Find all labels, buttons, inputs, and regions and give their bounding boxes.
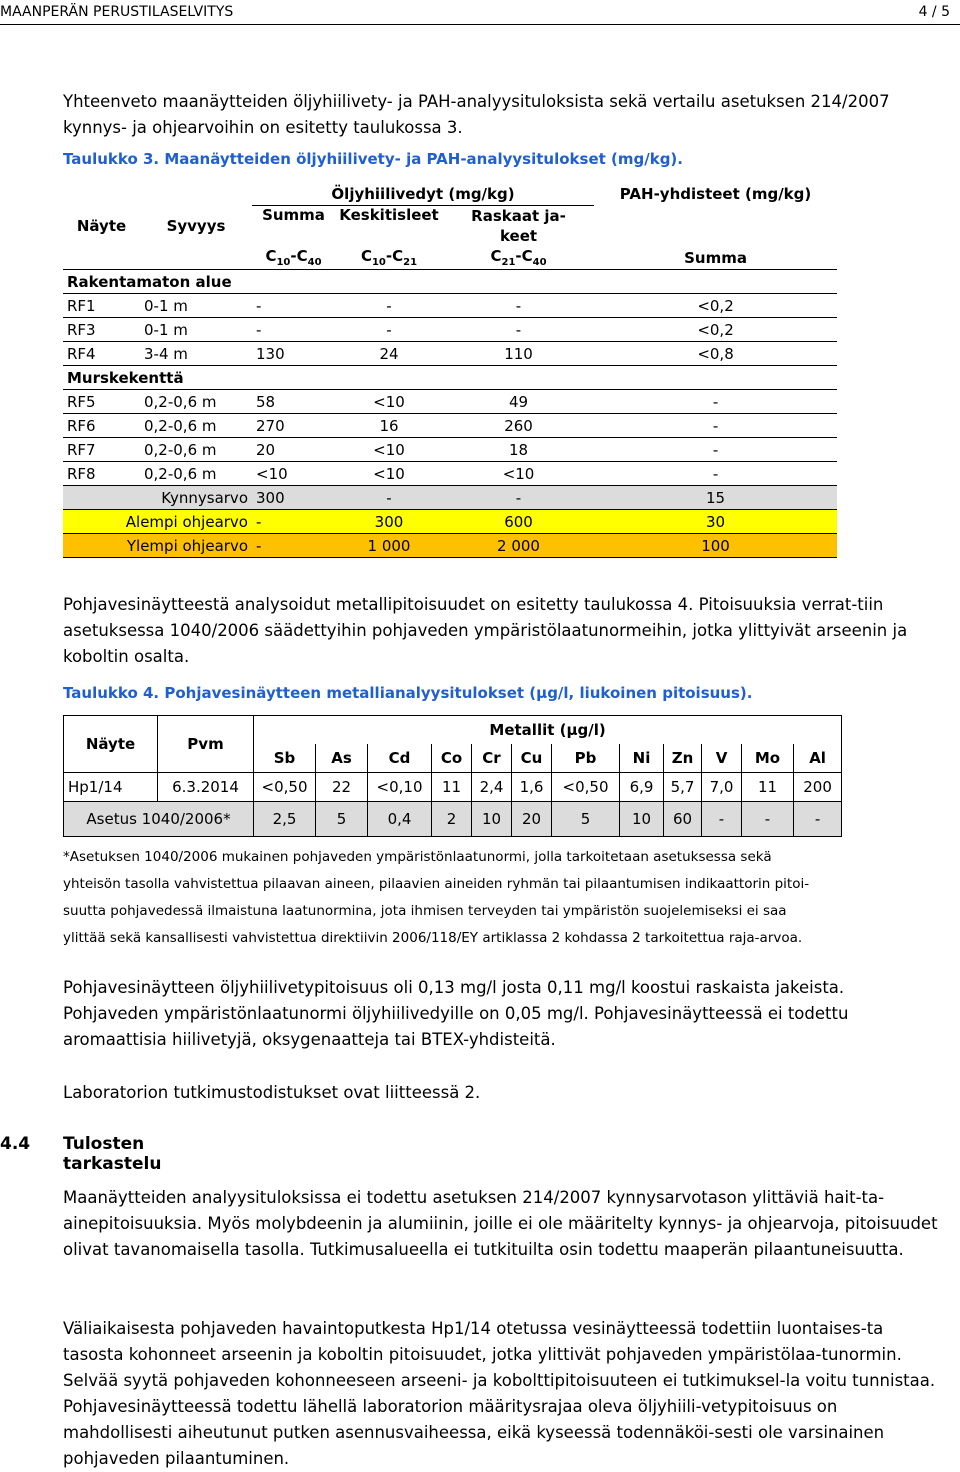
lab-paragraph: Laboratorion tutkimustodistukset ovat liitteessä 2. (63, 1083, 481, 1102)
group-crush-field: Murskekenttä (63, 366, 837, 390)
table-row: RF8 0,2-0,6 m <10 <10 <10 - (63, 462, 837, 486)
table-row: RF5 0,2-0,6 m 58 <10 49 - (63, 390, 837, 414)
t4-col-sample: Näyte (64, 716, 158, 773)
metals-paragraph: Pohjavesinäytteestä analysoidut metallipitoisuudet on esitetty taulukossa 4. Pitoisuuksia verrat-tiin asetuksessa 1040/2006 säädettyihin pohjaveden ympäristölaatunormeihin, jotka ylittyivät arseenin ja koboltin osalta. (63, 595, 908, 666)
range-heavy: $C_{21}-C_{40}$ (443, 246, 594, 270)
section-number: 4.4 (0, 1134, 31, 1154)
metals-row: Sb As Cd Co Cr Cu Pb Ni Zn V Mo Al (64, 744, 842, 773)
section-title: Tulosten tarkastelu (63, 1134, 162, 1174)
table-row: RF6 0,2-0,6 m 270 16 260 - (63, 414, 837, 438)
footnote: *Asetuksen 1040/2006 mukainen pohjaveden ympäristönlaatunormi, jolla tarkoitetaan asetuksessa sekä yhteisön tasolla vahvistettua pilaavan aineen, pilaavien aineiden ryhmän tai pilaantumisen indikaattorin pitoi- suutta pohjavedessä ilmaistuna laatunormina, jota ihmisen terveyden tai ympäristön suojelemiseksi ei saa ylittää sekä kansallisesti vahvistettua direktiivin 2006/118/EY artiklassa 2 kohdassa 2 tarkoitettua raja-arvoa. (63, 849, 810, 946)
table-row: RF1 0-1 m - - - <0,2 (63, 294, 837, 318)
sub-sum-header: Summa (252, 206, 335, 247)
pah-header: PAH-yhdisteet (mg/kg) (619, 184, 812, 203)
intro-paragraph (63, 89, 943, 141)
intro-text: Yhteenveto maanäytteiden öljyhiilivety- ja PAH-analyysituloksista sekä vertailu asetuksen 214/2007 kynnys- ja ohjearvoihin on esitetty taulukossa 3. (63, 92, 890, 137)
table4-caption: Taulukko 4. Pohjavesinäytteen metallianalyysitulokset (µg/l, liukoinen pitoisuus). (63, 684, 753, 702)
col-depth-header: Syvyys (140, 182, 252, 270)
header-title: MAANPERÄN PERUSTILASELVITYS (0, 4, 234, 20)
page-number: 4 / 5 (918, 4, 950, 20)
sub-heavy-header: Raskaat ja-keet (443, 206, 594, 247)
limit-row-lower: Alempi ohjearvo - 300 600 30 (63, 510, 837, 534)
table-row: Hp1/14 6.3.2014 <0,50 22 <0,10 11 2,4 1,6 <0,50 6,9 5,7 7,0 11 200 (64, 773, 842, 802)
results-paragraph: Maanäytteiden analyysituloksissa ei todettu asetuksen 214/2007 kynnysarvotason ylittäviä hait-ta-ainepitoisuuksia. Myös molybdeenin ja alumiinin, joille ei ole määritelty kynnys- ja ohjearvoja, pitoisuudet olivat tavanomaisella tasolla. Tutkimusalueella ei tutkituilta osin todettu maaperän pilaantuneisuutta. (63, 1188, 938, 1259)
metals-header: Metallit (µg/l) (254, 716, 842, 745)
pah-sum-header: Summa (594, 246, 837, 270)
header-rule (0, 24, 960, 25)
page-header (0, 4, 960, 22)
table-row: RF4 3-4 m 130 24 110 <0,8 (63, 342, 837, 366)
group-unbuilt: Rakentamaton alue (63, 270, 837, 294)
oil-header: Öljyhiilivedyt (mg/kg) (331, 184, 515, 203)
table-row: RF7 0,2-0,6 m 20 <10 18 - (63, 438, 837, 462)
range-mid: $C_{10}-C_{21}$ (335, 246, 443, 270)
table3-caption: Taulukko 3. Maanäytteiden öljyhiilivety- ja PAH-analyysitulokset (mg/kg). (63, 150, 683, 168)
oil-groundwater-paragraph: Pohjavesinäytteen öljyhiilivetypitoisuus oli 0,13 mg/l josta 0,11 mg/l koostui raskaista jakeista. Pohjaveden ympäristönlaatunormi öljyhiilivedyille on 0,05 mg/l. Pohjavesinäytteessä ei todettu aromaattisia hiilivetyjä, oksygenaatteja tai BTEX-yhdisteitä. (63, 978, 849, 1049)
table4 (63, 715, 842, 837)
sub-mid-header: Keskitisleet (335, 206, 443, 247)
col-sample-header: Näyte (63, 182, 140, 270)
table3 (63, 182, 837, 558)
norm-row: Asetus 1040/2006* 2,5 5 0,4 2 10 20 5 10 60 - - - (64, 802, 842, 837)
limit-row-threshold: Kynnysarvo 300 - - 15 (63, 486, 837, 510)
table-row: RF3 0-1 m - - - <0,2 (63, 318, 837, 342)
groundwater-paragraph: Väliaikaisesta pohjaveden havaintoputkesta Hp1/14 otetussa vesinäytteessä todettiin luontaises-ta tasosta kohonneet arseenin ja koboltin pitoisuudet, jotka ylittivät pohjaveden ympäristölaa-tunormin. Selvää syytä pohjaveden kohonneeseen arseeni- ja kobolttipitoisuuteen ei tutkimuksel-la voitu tunnistaa. Pohjavesinäytteessä todettu lähellä laboratorion määritysrajaa oleva öljyhiili-vetypitoisuus on mahdollisesti aiheutunut putken asennusvaiheessa, eikä kyseessä todennäköi-sesti ole varsinainen pohjaveden pilaantuminen. (63, 1319, 936, 1468)
limit-row-upper: Ylempi ohjearvo - 1 000 2 000 100 (63, 534, 837, 558)
t4-col-date: Pvm (158, 716, 254, 773)
range-sum: $C_{10}-C_{40}$ (252, 246, 335, 270)
